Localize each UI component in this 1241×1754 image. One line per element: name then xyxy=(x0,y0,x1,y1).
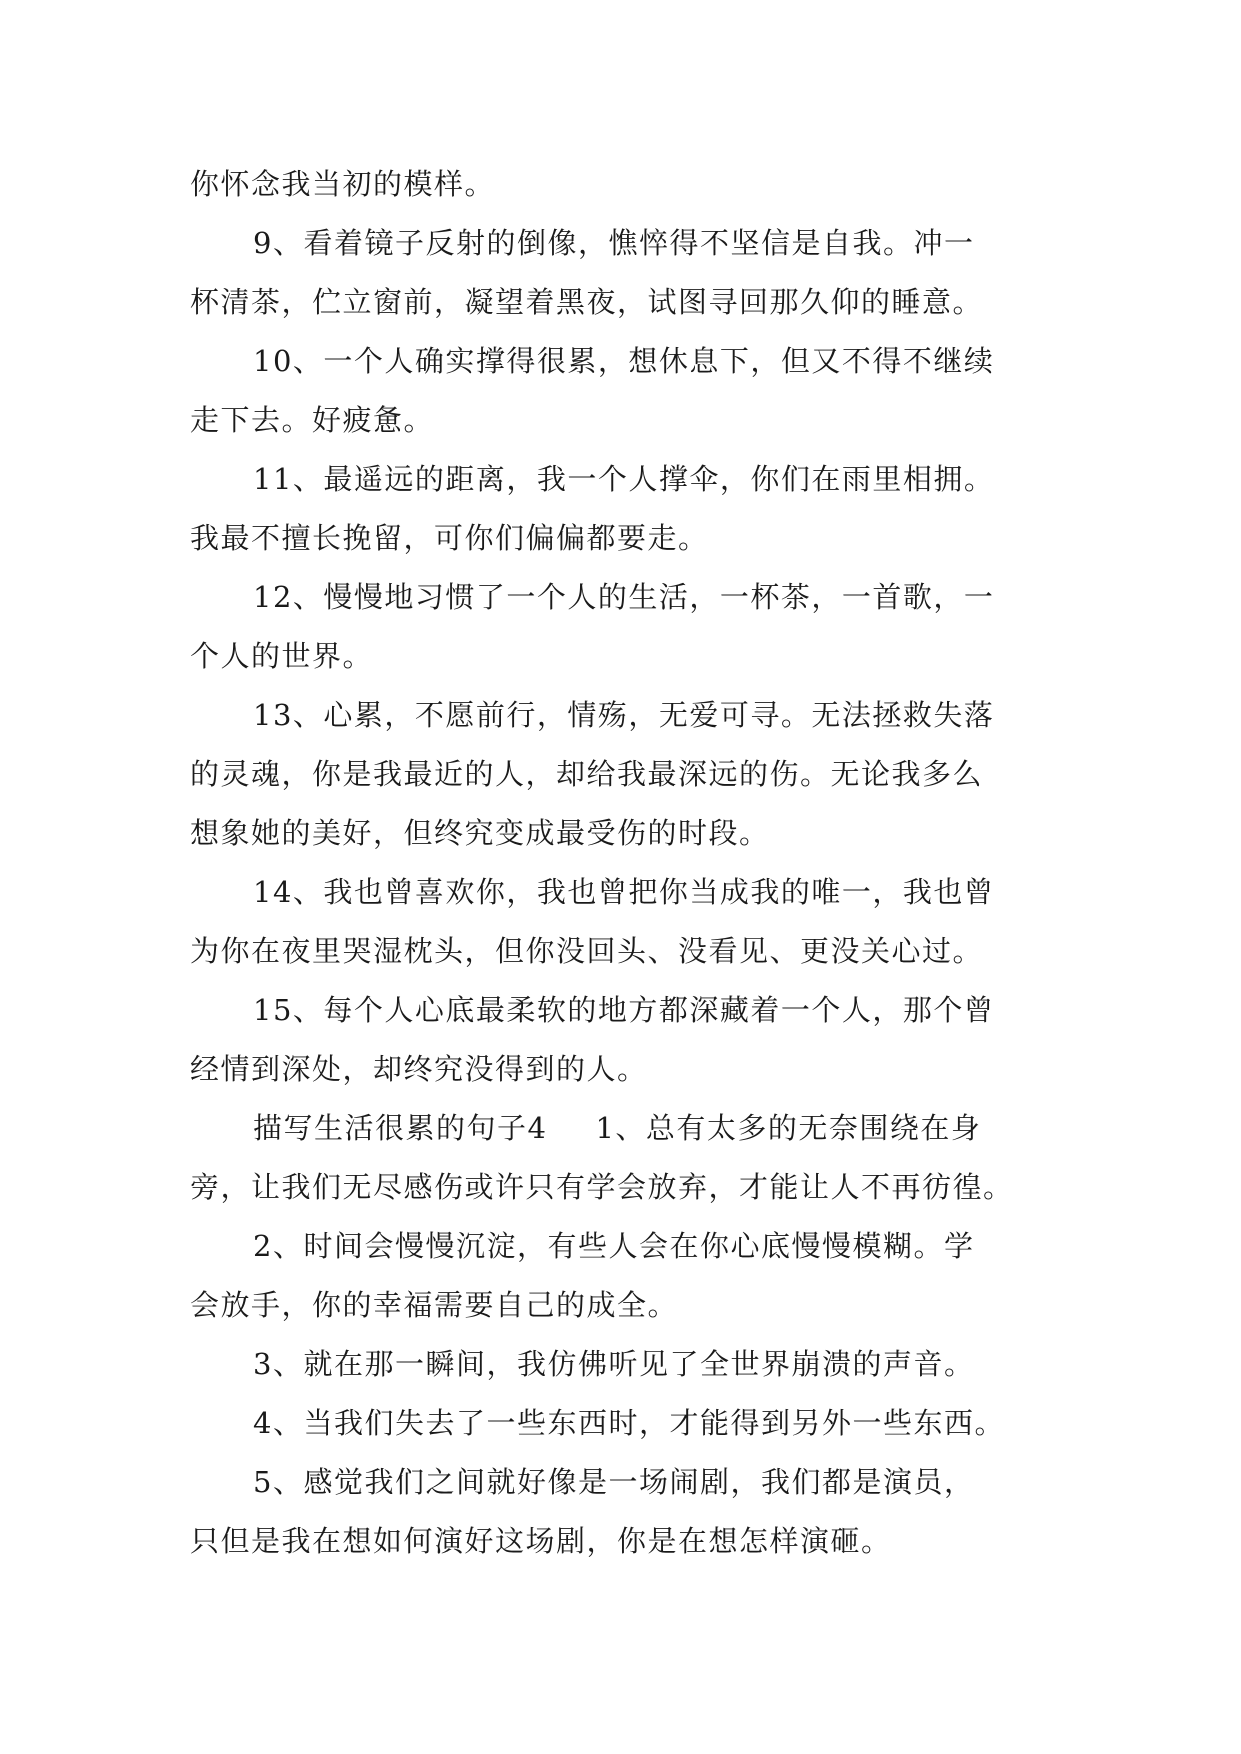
text-line: 个人的世界。 xyxy=(190,639,374,673)
text-line: 你怀念我当初的模样。 xyxy=(190,167,496,201)
text-line: 11、最遥远的距离，我一个人撑伞，你们在雨里相拥。 xyxy=(253,462,995,496)
section-heading: 描写生活很累的句子4 xyxy=(253,1111,548,1145)
text-line: 3、就在那一瞬间，我仿佛听见了全世界崩溃的声音。 xyxy=(253,1347,975,1381)
text-line: 14、我也曾喜欢你，我也曾把你当成我的唯一，我也曾 xyxy=(253,875,995,909)
text-line: 15、每个人心底最柔软的地方都深藏着一个人，那个曾 xyxy=(253,993,995,1027)
text-line: 9、看着镜子反射的倒像，憔悴得不坚信是自我。冲一 xyxy=(253,226,975,260)
text-line: 杯清茶，伫立窗前，凝望着黑夜，试图寻回那久仰的睡意。 xyxy=(190,285,984,319)
section-heading-line xyxy=(190,1099,1070,1158)
text-line: 2、时间会慢慢沉淀，有些人会在你心底慢慢模糊。学 xyxy=(253,1229,975,1263)
text-line-continuation: 1、总有太多的无奈围绕在身 xyxy=(595,1111,982,1145)
text-line: 10、一个人确实撑得很累，想休息下，但又不得不继续 xyxy=(253,344,995,378)
text-line: 5、感觉我们之间就好像是一场闹剧，我们都是演员， xyxy=(253,1465,975,1499)
text-line: 旁，让我们无尽感伤或许只有学会放弃，才能让人不再彷徨。 xyxy=(190,1170,1014,1204)
text-line: 为你在夜里哭湿枕头，但你没回头、没看见、更没关心过。 xyxy=(190,934,984,968)
text-line: 会放手，你的幸福需要自己的成全。 xyxy=(190,1288,679,1322)
text-line: 我最不擅长挽留，可你们偏偏都要走。 xyxy=(190,521,709,555)
text-line: 经情到深处，却终究没得到的人。 xyxy=(190,1052,648,1086)
text-line: 的灵魂，你是我最近的人，却给我最深远的伤。无论我多么 xyxy=(190,757,984,791)
text-line: 只但是我在想如何演好这场剧，你是在想怎样演砸。 xyxy=(190,1524,892,1558)
text-line: 想象她的美好，但终究变成最受伤的时段。 xyxy=(190,816,770,850)
text-line: 12、慢慢地习惯了一个人的生活，一杯茶，一首歌，一 xyxy=(253,580,995,614)
text-line: 13、心累，不愿前行，情殇，无爱可寻。无法拯救失落 xyxy=(253,698,995,732)
text-line: 走下去。好疲惫。 xyxy=(190,403,435,437)
text-line: 4、当我们失去了一些东西时，才能得到另外一些东西。 xyxy=(253,1406,1005,1440)
document-body xyxy=(190,155,1070,1571)
